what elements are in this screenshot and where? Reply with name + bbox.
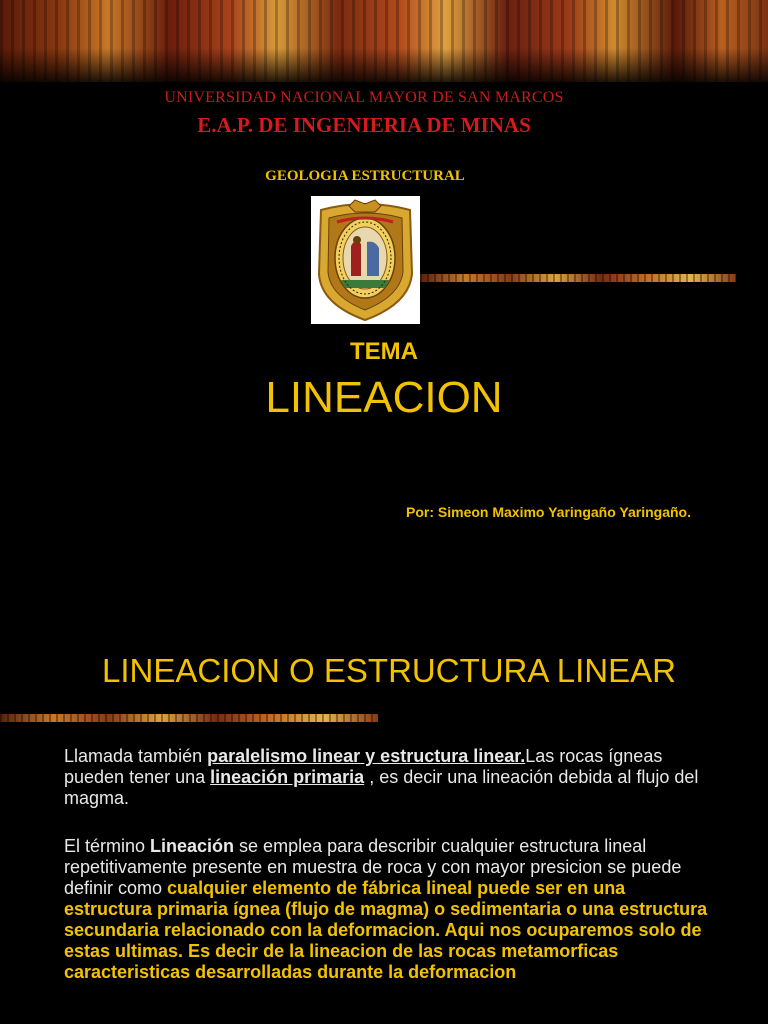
- highlighted-definition: cualquier elemento de fábrica lineal puede ser en una estructura primaria ígnea (flujo de magma) o sedimentaria o una estructura secundaria relacionado con la deformacion. Aqui nos ocuparemos solo de estas ultimas. Es decir de la lineacion de las rocas metamorficas caracteristicas desarrolladas durante la deformacion: [64, 878, 708, 982]
- university-seal-icon: [311, 196, 420, 324]
- term-lineacion: Lineación: [150, 836, 235, 856]
- paragraph-text: , es decir una lineación debida al flujo del magma.: [64, 767, 699, 808]
- paragraph-text: Llamada también: [64, 746, 208, 766]
- banner-fade: [0, 48, 768, 88]
- school-name: E.A.P. DE INGENIERIA DE MINAS: [197, 113, 531, 137]
- paragraph-definition: [64, 746, 714, 809]
- section-heading: LINEACION O ESTRUCTURA LINEAR: [102, 652, 676, 689]
- link-paralelismo-linear[interactable]: paralelismo linear y estructura linear.: [207, 746, 526, 766]
- university-name: UNIVERSIDAD NACIONAL MAYOR DE SAN MARCOS: [164, 89, 564, 106]
- paragraph-text: Las rocas ígneas pueden tener una: [64, 746, 663, 787]
- course-name: GEOLOGIA ESTRUCTURAL: [265, 168, 465, 184]
- topic-title: LINEACION: [265, 373, 503, 422]
- paragraph-term: [64, 836, 714, 983]
- paragraph-text: se emplea para describir cualquier estructura lineal repetitivamente presente en muestra de roca y con mayor presicion se puede definir como: [64, 836, 682, 898]
- author-credit: Por: Simeon Maximo Yaringaño Yaringaño.: [406, 504, 691, 520]
- link-lineacion-primaria[interactable]: lineación primaria: [210, 767, 365, 787]
- decorative-stripe: [420, 274, 736, 282]
- decorative-stripe: [0, 714, 378, 722]
- topic-label: TEMA: [350, 338, 418, 365]
- paragraph-text: El término: [64, 836, 151, 856]
